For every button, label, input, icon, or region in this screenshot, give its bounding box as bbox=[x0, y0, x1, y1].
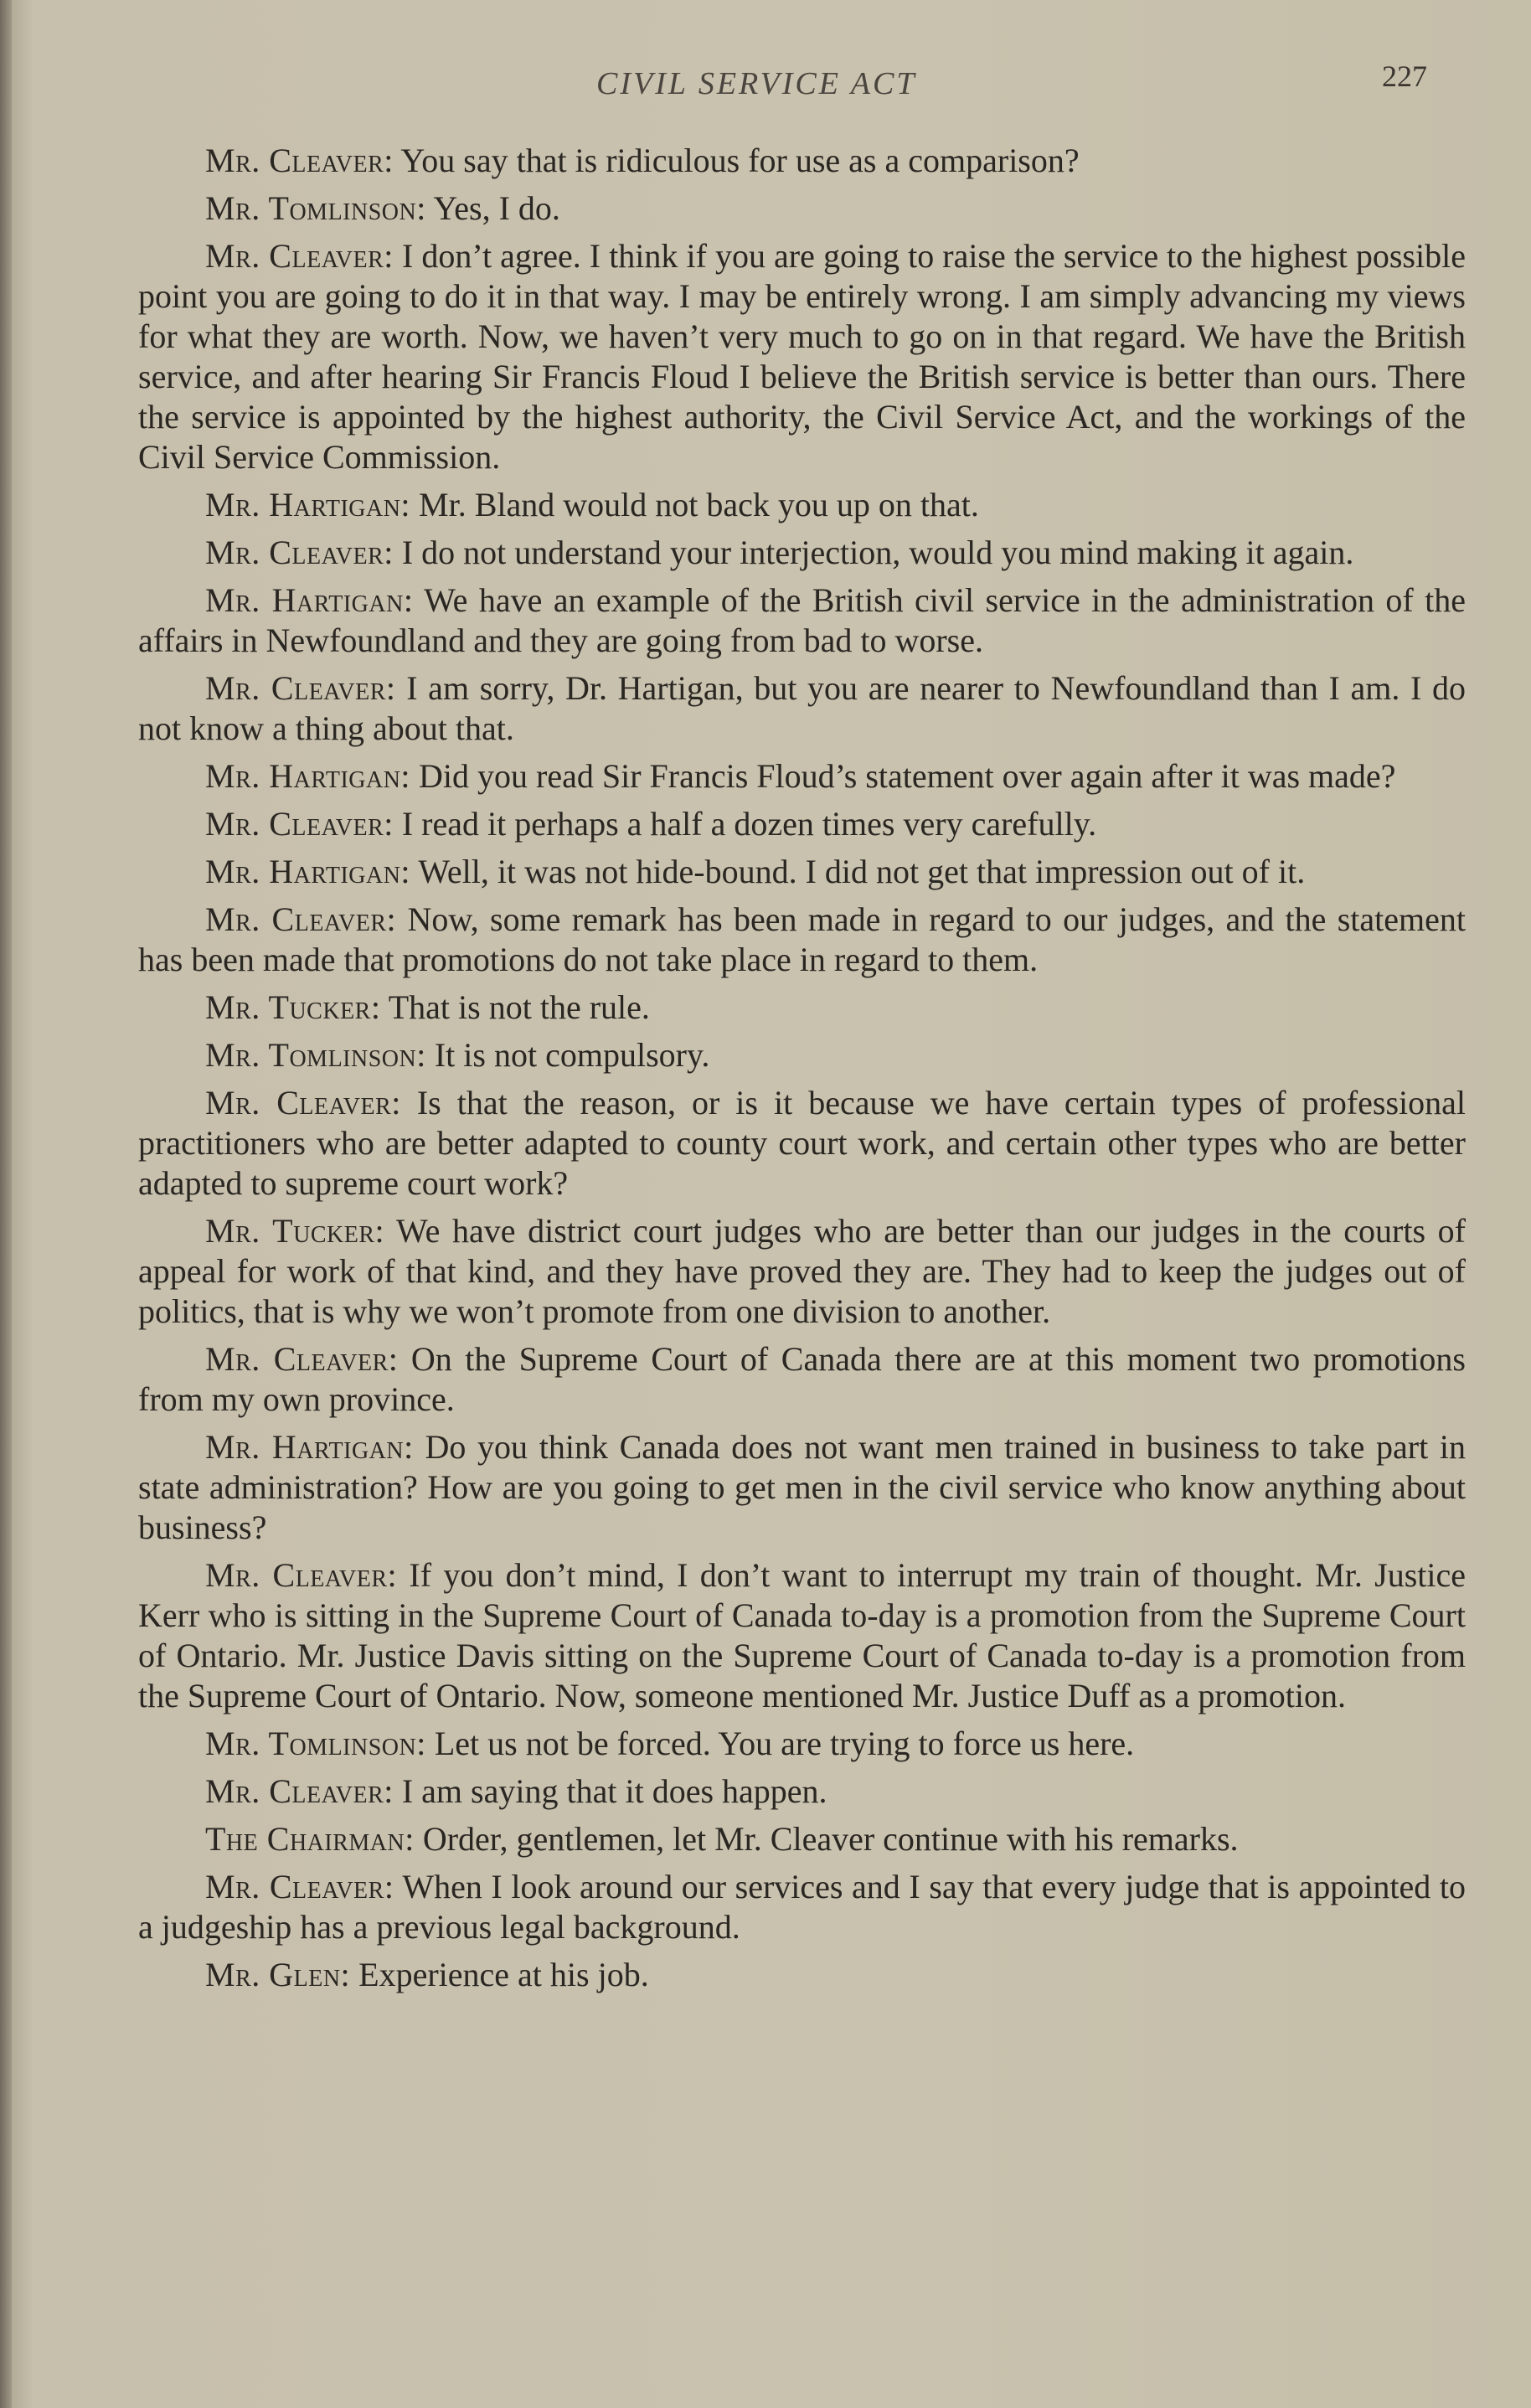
speaker-name: Mr. Glen: bbox=[205, 1956, 351, 1993]
speech-text: Did you read Sir Francis Floud’s statement over again after it was made? bbox=[410, 757, 1396, 795]
transcript-paragraph bbox=[138, 852, 1466, 892]
transcript-paragraph bbox=[138, 1035, 1466, 1075]
speaker-name: Mr. Cleaver: bbox=[205, 1084, 401, 1121]
speech-text: Is that the reason, or is it because we have certain types of professional practitioners who are better adapted to county court work, and certain other types who are better adapted to supreme court work? bbox=[138, 1084, 1467, 1202]
transcript-paragraph bbox=[138, 1083, 1466, 1204]
transcript-paragraph bbox=[138, 1867, 1466, 1947]
speech-text: We have district court judges who are better than our judges in the courts of appeal for work of that kind, and they have proved they are. They had to keep the judges out of politics, that is why we won’t promote from one division to another. bbox=[138, 1212, 1466, 1330]
page-number: 227 bbox=[1382, 59, 1427, 93]
speaker-name: The Chairman: bbox=[205, 1820, 415, 1858]
speaker-name: Mr. Cleaver: bbox=[205, 142, 394, 179]
transcript-paragraph bbox=[138, 987, 1466, 1028]
speech-text: Well, it was not hide-bound. I did not get that impression out of it. bbox=[410, 853, 1306, 890]
transcript-paragraph bbox=[138, 141, 1466, 181]
speaker-name: Mr. Tomlinson: bbox=[205, 189, 426, 227]
speech-text: I don’t agree. I think if you are going to raise the service to the highest possible point you are going to do it in that way. I may be entirely wrong. I am simply advancing my views for what they are worth. Now, we haven’t very much to go on in that regard. We have the British service, and after hearing Sir Francis Floud I believe the British service is better than ours. There the service is appointed by the highest authority, the Civil Service Act, and the workings of the Civil Service Commission. bbox=[138, 237, 1466, 476]
speech-text: When I look around our services and I say that every judge that is appointed to a judgeship has a previous legal background. bbox=[138, 1868, 1466, 1946]
speech-text: I am saying that it does happen. bbox=[393, 1772, 827, 1810]
speech-text: On the Supreme Court of Canada there are at this moment two promotions from my own province. bbox=[138, 1340, 1466, 1418]
speaker-name: Mr. Tomlinson: bbox=[205, 1725, 426, 1762]
speaker-name: Mr. Cleaver: bbox=[205, 237, 394, 275]
transcript-paragraph bbox=[138, 1955, 1466, 1995]
transcript-paragraph bbox=[138, 1427, 1466, 1548]
transcript-paragraph bbox=[138, 1724, 1466, 1764]
transcript-paragraph bbox=[138, 580, 1466, 661]
speaker-name: Mr. Cleaver: bbox=[205, 900, 397, 938]
transcript-paragraph bbox=[138, 1555, 1466, 1716]
speech-text: Mr. Bland would not back you up on that. bbox=[410, 486, 979, 523]
transcript-paragraph bbox=[138, 188, 1466, 229]
speaker-name: Mr. Tomlinson: bbox=[205, 1036, 426, 1074]
speaker-name: Mr. Tucker: bbox=[205, 988, 381, 1026]
speaker-name: Mr. Hartigan: bbox=[205, 1428, 414, 1466]
speech-text: Experience at his job. bbox=[350, 1956, 649, 1993]
transcript-paragraph bbox=[138, 1211, 1466, 1332]
speech-text: We have an example of the British civil service in the administration of the affairs in Newfoundland and they are going from bad to worse. bbox=[138, 581, 1467, 659]
speaker-name: Mr. Cleaver: bbox=[205, 534, 394, 571]
transcript-paragraph bbox=[138, 1771, 1466, 1812]
speaker-name: Mr. Cleaver: bbox=[205, 805, 394, 843]
transcript-paragraph bbox=[138, 1339, 1466, 1420]
speech-text: I do not understand your interjection, would you mind making it again. bbox=[393, 534, 1354, 571]
speech-text: It is not compulsory. bbox=[425, 1036, 710, 1074]
speech-text: Let us not be forced. You are trying to force us here. bbox=[425, 1725, 1135, 1762]
speaker-name: Mr. Hartigan: bbox=[205, 581, 414, 619]
speech-text: Now, some remark has been made in regard to our judges, and the statement has been made that promotions do not take place in regard to them. bbox=[138, 900, 1467, 978]
speech-text: Do you think Canada does not want men trained in business to take part in state administration? How are you going to get men in the civil service who know anything about business? bbox=[138, 1428, 1466, 1546]
speech-text: I am sorry, Dr. Hartigan, but you are nearer to Newfoundland than I am. I do not know a thing about that. bbox=[138, 669, 1466, 747]
speaker-name: Mr. Cleaver: bbox=[205, 1772, 394, 1810]
transcript-paragraph bbox=[138, 1819, 1466, 1859]
transcript-paragraph bbox=[138, 236, 1466, 477]
speech-text: You say that is ridiculous for use as a comparison? bbox=[393, 142, 1080, 179]
transcript-paragraph bbox=[138, 668, 1466, 749]
transcript-paragraph bbox=[138, 756, 1466, 797]
speech-text: That is not the rule. bbox=[380, 988, 650, 1026]
speaker-name: Mr. Hartigan: bbox=[205, 853, 411, 890]
transcript-body bbox=[138, 141, 1466, 2003]
transcript-paragraph bbox=[138, 533, 1466, 573]
speaker-name: Mr. Hartigan: bbox=[205, 757, 411, 795]
speech-text: If you don’t mind, I don’t want to interrupt my train of thought. Mr. Justice Kerr who is sitting in the Supreme Court of Canada to-day is a promotion from the Supreme Court of Ontario. Mr. Justice Davis sitting on the Supreme Court of Canada to-day is a promotion from the Supreme Court of Ontario. Now, someone mentioned Mr. Justice Duff as a promotion. bbox=[138, 1556, 1467, 1714]
speaker-name: Mr. Cleaver: bbox=[205, 1868, 394, 1905]
transcript-paragraph bbox=[138, 804, 1466, 844]
speaker-name: Mr. Cleaver: bbox=[205, 669, 396, 707]
page-header bbox=[0, 59, 1531, 109]
transcript-paragraph bbox=[138, 900, 1466, 980]
speaker-name: Mr. Hartigan: bbox=[205, 486, 411, 523]
speaker-name: Mr. Cleaver: bbox=[205, 1340, 399, 1378]
speech-text: Yes, I do. bbox=[425, 189, 560, 227]
running-title: CIVIL SERVICE ACT bbox=[596, 66, 917, 101]
speaker-name: Mr. Tucker: bbox=[205, 1212, 385, 1250]
speech-text: Order, gentlemen, let Mr. Cleaver continue with his remarks. bbox=[414, 1820, 1239, 1858]
speaker-name: Mr. Cleaver: bbox=[205, 1556, 398, 1594]
page-binding-shadow bbox=[0, 0, 12, 2408]
speech-text: I read it perhaps a half a dozen times very carefully. bbox=[393, 805, 1097, 843]
transcript-paragraph bbox=[138, 485, 1466, 525]
